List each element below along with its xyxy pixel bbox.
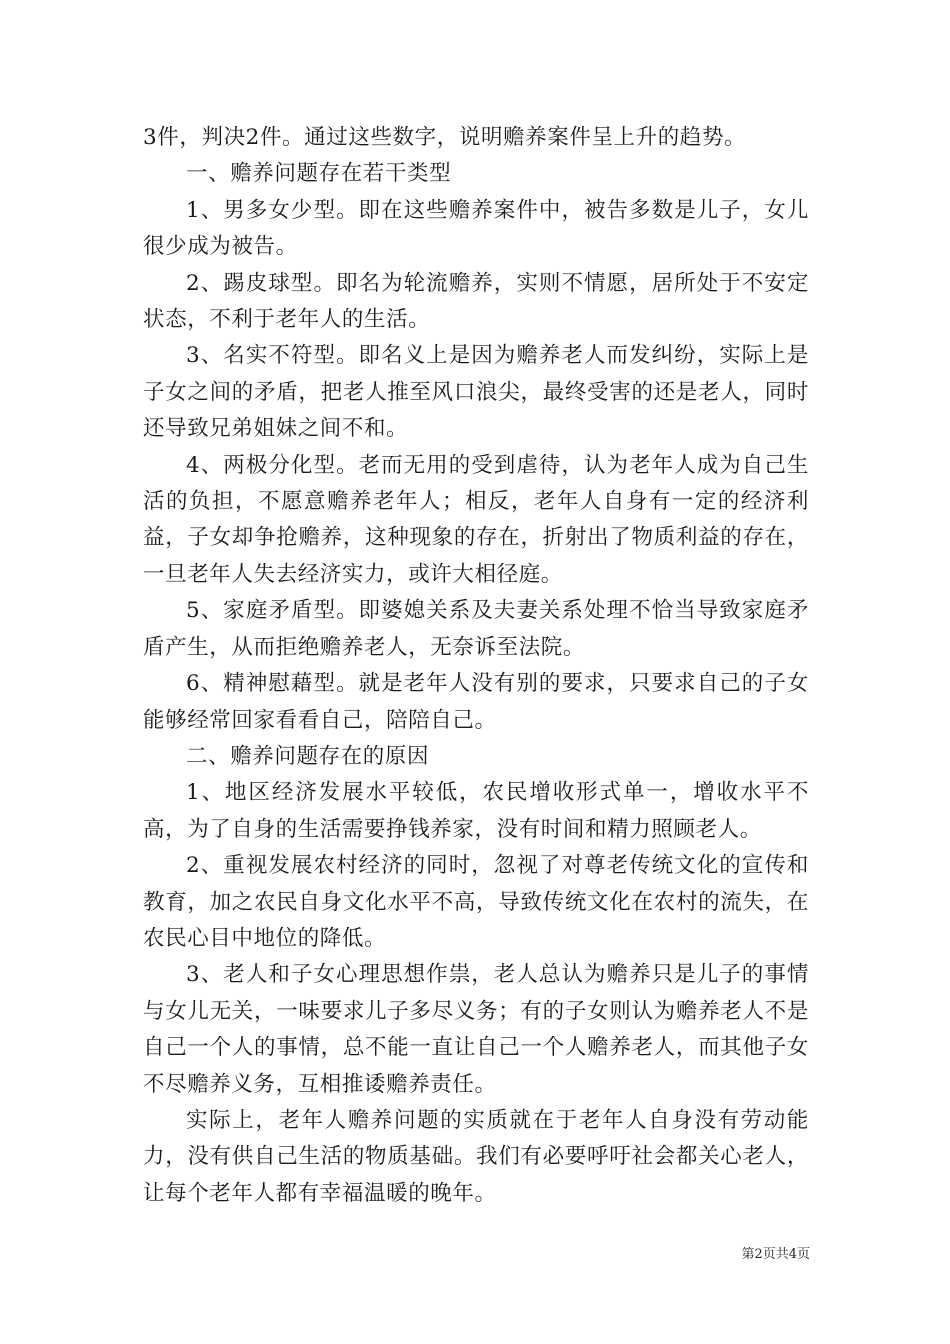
paragraph-continuation: 3件，判决2件。通过这些数字，说明赡养案件呈上升的趋势。 [143, 125, 747, 150]
paragraph-type-2: 2、踢皮球型。即名为轮流赡养，实则不情愿，居所处于不安定状态，不利于老年人的生活。 [143, 270, 809, 333]
page-number: 第2页共4页 [741, 1247, 810, 1262]
paragraph-cause-1: 1、地区经济发展水平较低，农民增收形式单一，增收水平不高，为了自身的生活需要挣钱养家，没有时间和精力照顾老人。 [143, 780, 809, 842]
paragraph-cause-2: 2、重视发展农村经济的同时，忽视了对尊老传统文化的宣传和教育，加之农民自身文化水平不高，导致传统文化在农村的流失，在农民心目中地位的降低。 [143, 853, 809, 951]
paragraph-type-1: 1、男多女少型。即在这些赡养案件中，被告多数是儿子，女儿很少成为被告。 [143, 197, 809, 260]
paragraph-type-5: 5、家庭矛盾型。即婆媳关系及夫妻关系处理不恰当导致家庭矛盾产生，从而拒绝赡养老人，无奈诉至法院。 [143, 598, 809, 660]
paragraph-cause-3: 3、老人和子女心理思想作祟，老人总认为赡养只是儿子的事情与女儿无关，一味要求儿子多尽义务；有的子女则认为赡养老人不是自己一个人的事情，总不能一直让自己一个人赡养老人，而其他子女不尽赡养义务，互相推诿赡养责任。 [143, 962, 809, 1097]
paragraph-type-4: 4、两极分化型。老而无用的受到虐待，认为老年人成为自己生活的负担，不愿意赡养老年人；相反，老年人自身有一定的经济利益，子女却争抢赡养，这种现象的存在，折射出了物质利益的存在，一旦老年人失去经济实力，或许大相径庭。 [143, 452, 809, 587]
paragraph-type-3: 3、名实不符型。即名义上是因为赡养老人而发纠纷，实际上是子女之间的矛盾，把老人推至风口浪尖，最终受害的还是老人，同时还导致兄弟姐妹之间不和。 [143, 343, 809, 442]
section-heading-causes: 二、赡养问题存在的原因 [186, 743, 430, 769]
document-body [143, 120, 809, 1212]
paragraph-conclusion: 实际上，老年人赡养问题的实质就在于老年人自身没有劳动能力，没有供自己生活的物质基础。我们有必要呼吁社会都关心老人，让每个老年人都有幸福温暖的晚年。 [143, 1107, 809, 1206]
paragraph-type-6: 6、精神慰藉型。就是老年人没有别的要求，只要求自己的子女能够经常回家看看自己，陪陪自己。 [143, 671, 809, 733]
section-heading-types: 一、赡养问题存在若干类型 [186, 161, 452, 187]
